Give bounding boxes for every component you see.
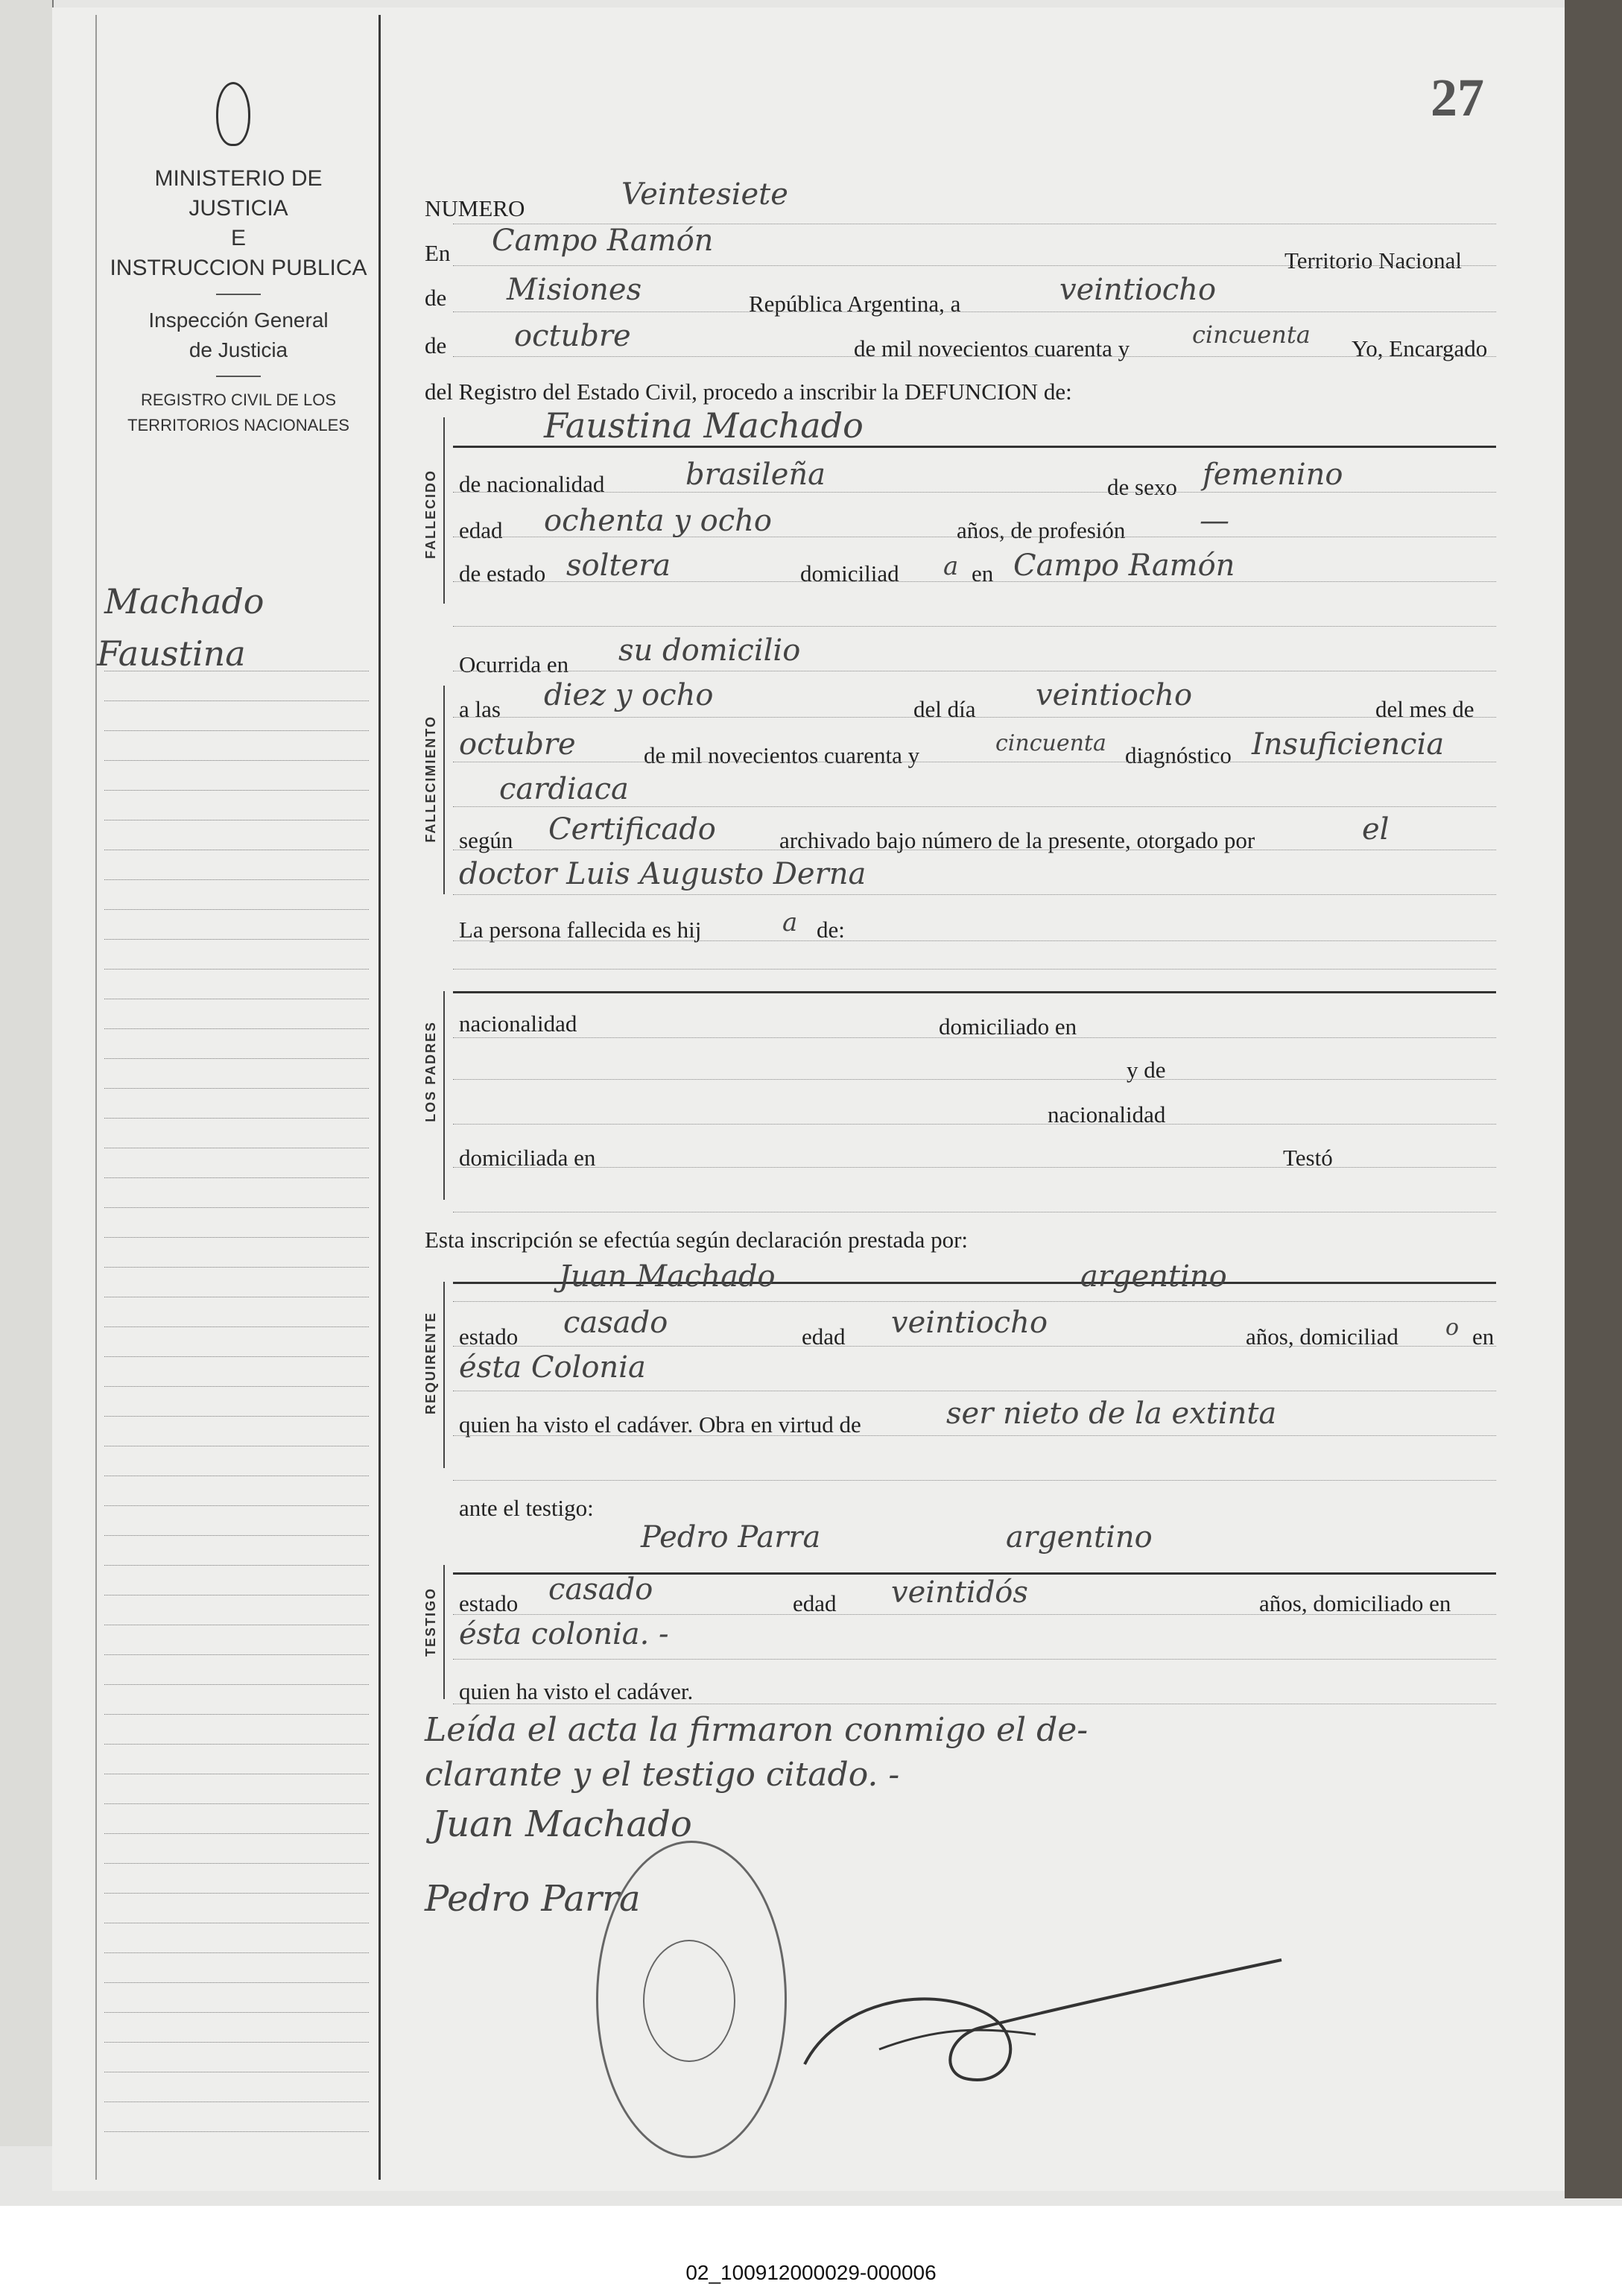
hw-cierre-linea-2: clarante y el testigo citado. - [425,1756,900,1794]
label-ante-testigo: ante el testigo: [459,1495,594,1521]
hw-sexo: femenino [1203,458,1343,492]
hw-otorgado-1: el [1362,812,1390,847]
registrar-signature [790,1915,1311,2109]
section-rule [453,446,1496,448]
section-bar [443,991,445,1200]
form-fill-line [453,1301,1496,1302]
margin-ruled-line [104,1058,369,1059]
form-fill-line [453,1659,1496,1660]
official-seal-stamp [596,1841,787,2158]
margin-ruled-line [104,1744,369,1745]
margin-ruled-line [104,1982,369,1983]
form-fill-line [453,626,1496,627]
section-label-fallecido: FALLECIDO [423,469,438,559]
hw-testigo-nombre: Pedro Parra [641,1520,821,1555]
hw-provincia: Misiones [507,273,642,307]
margin-ruled-line [104,1177,369,1178]
hw-requirente-estado: casado [563,1306,668,1340]
margin-ruled-line [104,760,369,761]
margin-ruled-line [104,1326,369,1327]
margin-ruled-line [104,2101,369,2102]
hw-requirente-virtud: ser nieto de la extinta [946,1397,1277,1431]
section-label-padres: LOS PADRES [423,1021,438,1122]
margin-ruled-line [104,1654,369,1655]
label-y-de: y de [1127,1057,1166,1083]
margin-ruled-line [104,1118,369,1119]
label-anos-profesion: años, de profesión [957,517,1126,543]
hw-edad: ochenta y ocho [544,504,772,538]
form-fill-line [453,806,1496,807]
label-testo: Testó [1283,1145,1333,1171]
form-fill-line [453,492,1496,493]
label-diagnostico: diagnóstico [1125,742,1232,768]
margin-ruled-line [104,1505,369,1506]
label-domiciliad: domiciliad [800,560,899,586]
form-fill-line [453,1480,1496,1481]
registry-line-1: REGISTRO CIVIL DE LOS [140,390,337,409]
label-estado: de estado [459,560,546,586]
label-persona-fallecida: La persona fallecida es hij [459,917,702,943]
margin-ruled-line [104,939,369,940]
hw-hijo-suffix: a [782,908,798,937]
margin-ruled-line [104,2012,369,2013]
hw-requirente-edad: veintiocho [891,1306,1048,1340]
hw-numero: Veintesiete [621,177,788,212]
margin-ruled-line [104,1893,369,1894]
hw-requirente-domicilio: ésta Colonia [459,1350,646,1385]
registry-line-2: TERRITORIOS NACIONALES [127,416,349,434]
label-en: En [425,240,451,266]
section-label-requiriente: REQUIRENTE [423,1312,438,1415]
scan-id-label: 02_100912000029-000006 [685,2261,937,2284]
page-number: 27 [1431,68,1484,127]
margin-ruled-line [104,1714,369,1715]
hw-hora: diez y ocho [544,678,714,712]
label-territorio: Territorio Nacional [1284,247,1462,273]
margin-ruled-line [104,1386,369,1387]
label-test-edad: edad [793,1590,837,1616]
form-fill-line [453,356,1496,357]
hw-anio-fallecimiento: cincuenta [995,730,1106,756]
label-test-anos: años, domiciliado en [1259,1590,1451,1616]
previous-page-edge [0,0,54,2146]
margin-ruled-line [104,1237,369,1238]
label-archivado: archivado bajo número de la presente, otorgado por [779,827,1255,853]
hw-anio: cincuenta [1192,320,1311,349]
label-req-quien: quien ha visto el cadáver. Obra en virtud de [459,1411,861,1438]
hw-otorgado-2: doctor Luis Augusto Derna [459,857,867,891]
label-del-mes: del mes de [1375,696,1474,722]
label-de-2: de [425,332,447,358]
hw-requirente-nacionalidad: argentino [1080,1259,1227,1294]
label-mil: de mil novecientos cuarenta y [854,335,1130,361]
hw-nacionalidad: brasileña [685,458,826,492]
label-test-estado: estado [459,1590,519,1616]
label-test-quien: quien ha visto el cadáver. [459,1678,694,1704]
label-del-dia: del día [913,696,976,722]
margin-ruled-line [104,1088,369,1089]
form-fill-line [453,1037,1496,1038]
label-sexo: de sexo [1107,474,1177,500]
label-numero: NUMERO [425,195,525,221]
signature-testigo: Pedro Parra [425,1878,641,1920]
margin-ruled-line [104,730,369,731]
hw-lugar: Campo Ramón [492,224,714,258]
label-en-2: en [972,560,994,586]
form-fill-line [453,1614,1496,1615]
form-fill-line [453,717,1496,718]
form-fill-line [453,1167,1496,1168]
form-fill-line [453,1346,1496,1347]
hw-mes-fallecimiento: octubre [459,727,576,762]
margin-ruled-line [104,909,369,910]
inspection-line-1: Inspección General [148,309,329,332]
label-req-estado: estado [459,1323,519,1350]
label-req-edad: edad [802,1323,846,1350]
margin-ruled-line [104,879,369,880]
form-fill-line [453,265,1496,266]
margin-ruled-line [104,1595,369,1596]
label-de-colon: de: [817,917,845,943]
hw-cierre-linea-1: Leída el acta la firmaron conmigo el de- [425,1711,1089,1749]
form-fill-line [453,1124,1496,1125]
form-fill-line [453,894,1496,895]
margin-ruled-line [104,1684,369,1685]
margin-ruled-line [104,1356,369,1357]
label-padre-nacionalidad: nacionalidad [459,1011,577,1037]
hw-mes: octubre [514,319,631,353]
hw-requirente-nombre: Juan Machado [559,1259,776,1294]
label-req-en: en [1472,1323,1495,1350]
margin-ruled-line [104,2131,369,2132]
label-registro-line: del Registro del Estado Civil, procedo a inscribir la DEFUNCION de: [425,379,1072,405]
hw-domicilio: Campo Ramón [1013,548,1235,583]
section-rule [453,991,1496,993]
ministry-line-2: E [230,226,246,250]
hw-diagnostico-2: cardiaca [499,772,629,806]
margin-ruled-line [104,700,369,701]
margin-ruled-line [104,1416,369,1417]
hw-testigo-nacionalidad: argentino [1006,1520,1153,1555]
hw-estado: soltera [566,548,671,583]
hw-testigo-edad: veintidós [891,1575,1028,1610]
form-fill-line [453,1079,1496,1080]
signature-declarante: Juan Machado [432,1803,692,1845]
margin-ruled-line [104,1565,369,1566]
margin-ruled-line [104,969,369,970]
section-bar [443,1565,445,1699]
hw-ocurrida: su domicilio [618,633,801,668]
margin-ruled-line [104,1863,369,1864]
hw-dia-fallecimiento: veintiocho [1036,678,1193,712]
hw-requirente-dom-suffix: o [1445,1315,1460,1341]
label-mil-2: de mil novecientos cuarenta y [644,742,920,768]
margin-surname: Machado [104,581,264,622]
hw-diagnostico-1: Insuficiencia [1252,727,1445,762]
seal-inner-ring [643,1940,735,2062]
book-edge [1565,0,1622,2198]
hw-testigo-estado: casado [548,1572,653,1607]
margin-ruled-line [104,1952,369,1953]
margin-ruled-line [104,790,369,791]
label-segun: según [459,827,513,853]
form-fill-line [453,1435,1496,1436]
hw-dia: veintiocho [1059,273,1217,307]
label-republica: República Argentina, a [749,291,961,317]
ministry-line-3: INSTRUCCION PUBLICA [110,256,367,280]
label-padre-domiciliado: domiciliado en [939,1013,1077,1040]
section-label-testigo: TESTIGO [423,1587,438,1657]
label-ocurrida: Ocurrida en [459,651,569,677]
form-fill-line [453,969,1496,970]
margin-ruled-line [104,2042,369,2043]
coat-of-arms-icon [216,82,250,146]
margin-ruled-line [104,1267,369,1268]
margin-ruled-line [104,1028,369,1029]
margin-ruled-line [104,1207,369,1208]
margin-ruled-line [104,1535,369,1536]
hw-nombre-fallecida: Faustina Machado [544,405,864,446]
margin-given-name: Faustina [97,633,246,674]
ministry-header [104,164,373,438]
label-de: de [425,285,447,311]
hw-testigo-domicilio: ésta colonia. - [459,1617,669,1651]
inspection-line-2: de Justicia [189,338,288,361]
label-nacionalidad: de nacionalidad [459,471,605,497]
label-edad: edad [459,517,503,543]
label-madre-nacionalidad: nacionalidad [1048,1101,1166,1128]
label-inscripcion: Esta inscripción se efectúa según declaración prestada por: [425,1227,969,1253]
label-yo-encargado: Yo, Encargado [1352,335,1488,361]
form-fill-line [453,940,1496,941]
section-bar [443,1282,445,1468]
section-bar [443,686,445,894]
section-label-fallecimiento: FALLECIMIENTO [423,715,438,843]
form-fill-line [453,311,1496,312]
ministry-line-1: MINISTERIO DE JUSTICIA [154,166,323,221]
margin-ruled-line [104,1803,369,1804]
section-bar [443,417,445,604]
hw-profesion: — [1200,504,1229,538]
hw-domiciliad-suffix: a [943,551,959,581]
label-madre-domiciliada: domiciliada en [459,1145,596,1171]
label-a-las: a las [459,696,501,722]
margin-ruled-line [104,1833,369,1834]
label-req-anos: años, domiciliad [1246,1323,1398,1350]
hw-certificado: Certificado [548,812,716,847]
